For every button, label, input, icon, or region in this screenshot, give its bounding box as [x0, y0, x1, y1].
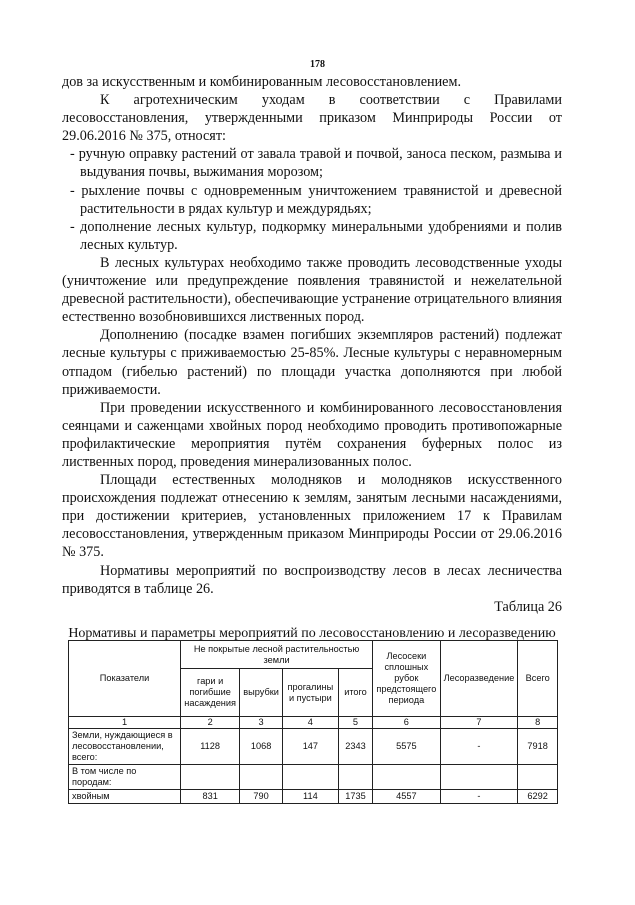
- header-total: итого: [338, 669, 372, 717]
- table-cell: 7918: [518, 729, 558, 765]
- table-cell: 6292: [518, 790, 558, 804]
- table-cell: 831: [181, 790, 240, 804]
- table-cell: [240, 765, 283, 790]
- reforestation-table: [68, 640, 558, 804]
- table-cell: 2343: [338, 729, 372, 765]
- table-cell: 4557: [373, 790, 440, 804]
- table-cell: [518, 765, 558, 790]
- header-burns: гари и погибшие насаждения: [181, 669, 240, 717]
- header-not-covered: Не покрытые лесной растительностью земли: [181, 641, 373, 669]
- table-cell: [440, 765, 518, 790]
- table-cell: 1068: [240, 729, 283, 765]
- table-title: Нормативы и параметры мероприятий по лесовосстановлению и лесоразведению: [68, 625, 556, 641]
- page-number: 178: [310, 59, 325, 70]
- column-number: 3: [240, 717, 283, 729]
- paragraph: В лесных культурах необходимо также проводить лесоводственные уходы (уничтожение или предупреждение появления травянистой и нежелательной древесной растительности), обеспечивающие устранение отрицательного влияния естественно возобновившихся лиственных пород.: [62, 254, 562, 326]
- table-cell: 114: [282, 790, 338, 804]
- paragraph: - рыхление почвы с одновременным уничтожением травянистой и древесной растительности в рядах культур и междурядьях;: [70, 182, 562, 217]
- row-label: хвойным: [69, 790, 181, 804]
- header-all: Всего: [518, 641, 558, 717]
- paragraph: - ручную оправку растений от завала травой и почвой, заноса песком, размыва и выдувания почвы, выжимания морозом;: [70, 146, 562, 181]
- table-cell: 1128: [181, 729, 240, 765]
- table-cell: [373, 765, 440, 790]
- column-number: 8: [518, 717, 558, 729]
- column-number: 5: [338, 717, 372, 729]
- paragraph: При проведении искусственного и комбинированного лесовосстановления сеянцами и саженцами хвойных пород необходимо проводить противопожарные профилактические мероприятия путём сохранения буферных полос из лиственных пород, проведения минерализованных полос.: [62, 399, 562, 470]
- table-label: Таблица 26: [494, 598, 562, 615]
- paragraph: дов за искусственным и комбинированным лесовосстановлением.: [62, 74, 461, 90]
- column-number-row: [69, 717, 558, 729]
- table-row: [69, 729, 558, 765]
- row-label: Земли, нуждающиеся в лесовосстановлении, всего:: [69, 729, 181, 765]
- column-number: 6: [373, 717, 440, 729]
- paragraph: Дополнению (посадке взамен погибших экземпляров растений) подлежат лесные культуры с приживаемостью 25-85%. Лесные культуры с неравномерным отпадом (гибелью растений) по площади участка дополняются при любой приживаемости.: [62, 327, 562, 398]
- column-number: 1: [69, 717, 181, 729]
- header-indicators: Показатели: [69, 641, 181, 717]
- header-cuttings: вырубки: [240, 669, 283, 717]
- column-number: 2: [181, 717, 240, 729]
- header-afforestation: Лесоразведение: [440, 641, 518, 717]
- paragraph: Нормативы мероприятий по воспроизводству лесов в лесах лесничества приводятся в таблице 26.: [62, 562, 562, 597]
- paragraph: Площади естественных молодняков и молодняков искусственного происхождения подлежат отнесению к землям, занятым лесными насаждениями, при достижении критериев, установленных приложением 17 к Правилам лесовосстановления, утвержденным приказом Минприроды России от 29.06.2016 № 375.: [62, 472, 562, 561]
- body-text: [62, 73, 562, 643]
- table-cell: 790: [240, 790, 283, 804]
- row-label: В том числе по породам:: [69, 765, 181, 790]
- column-number: 4: [282, 717, 338, 729]
- table-cell: 5575: [373, 729, 440, 765]
- paragraph: - дополнение лесных культур, подкормку минеральными удобрениями и полив лесных культур.: [70, 218, 562, 253]
- table-cell: -: [440, 790, 518, 804]
- header-glades: прогалины и пустыри: [282, 669, 338, 717]
- paragraph: К агротехническим уходам в соответствии с Правилами лесовосстановления, утвержденными приказом Минприроды России от 29.06.2016 № 375, относят:: [62, 92, 562, 145]
- table-cell: [282, 765, 338, 790]
- table-row: [69, 765, 558, 790]
- table-cell: 147: [282, 729, 338, 765]
- table-cell: 1735: [338, 790, 372, 804]
- table-row: [69, 790, 558, 804]
- table-cell: [338, 765, 372, 790]
- header-clearcuts: Лесосеки сплошных рубок предстоящего периода: [373, 641, 440, 717]
- column-number: 7: [440, 717, 518, 729]
- table-cell: -: [440, 729, 518, 765]
- table-cell: [181, 765, 240, 790]
